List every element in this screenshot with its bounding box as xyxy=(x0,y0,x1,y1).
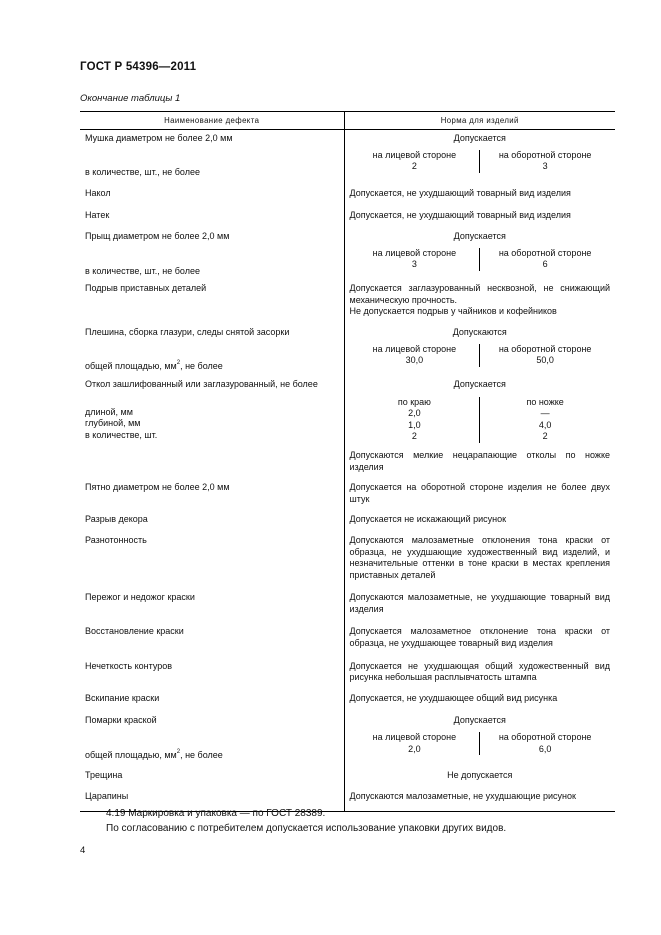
table-row xyxy=(80,511,615,532)
column-header-norm: Норма для изделий xyxy=(344,112,615,130)
defect-subline xyxy=(85,750,223,762)
split-value-right: 3 xyxy=(542,161,548,172)
table-row xyxy=(80,208,615,230)
defect-name: Восстановление краски xyxy=(85,626,184,637)
split-value-right: 50,0 xyxy=(536,355,554,366)
defect-name: Трещина xyxy=(85,770,123,781)
split-value-left: 2,0 xyxy=(408,743,421,754)
norm-text: Допускается, не ухудшающее общий вид рисунка xyxy=(349,692,558,703)
defect-subline xyxy=(85,361,223,373)
norm-text: Допускаются малозаметные, не ухудшающие рисунок xyxy=(349,791,576,802)
table-row xyxy=(80,479,615,511)
norm-text: Допускается xyxy=(453,133,506,143)
norm-text: Допускается xyxy=(453,231,506,242)
defect-name: Подрыв приставных деталей xyxy=(85,283,207,294)
defect-name: Царапины xyxy=(85,791,129,802)
table-row xyxy=(80,623,615,657)
norm-split xyxy=(350,344,611,367)
norm-split xyxy=(350,150,611,173)
split-value-left: 2 xyxy=(411,161,417,172)
norm-text: Допускаются малозаметные, не ухудшающие товарный вид изделия xyxy=(349,592,610,614)
table-header-row xyxy=(80,112,615,130)
subline-end: , не более xyxy=(180,361,223,372)
table-row xyxy=(80,182,615,208)
split-head-right: на оборотной стороне xyxy=(498,247,592,258)
table-row xyxy=(80,376,615,447)
defect-subline: в количестве, шт., не более xyxy=(85,265,200,276)
defect-name: Мушка диаметром не более 2,0 мм xyxy=(85,133,233,143)
norm-text: Допускается не искажающий рисунок xyxy=(349,514,507,525)
table-row xyxy=(80,589,615,623)
split-value-left: 3 xyxy=(411,259,417,270)
norm-text: Допускается не ухудшающая общий художественный вид рисунка небольшая расплывчатость штампа xyxy=(349,660,610,683)
defect-name: Прыщ диаметром не более 2,0 мм xyxy=(85,231,230,242)
norm-text-2: Не допускается подрыв у чайников и кофейников xyxy=(349,306,557,317)
table-row xyxy=(80,690,615,713)
column-header-defect: Наименование дефекта xyxy=(80,112,344,130)
subline-length: длиной, мм xyxy=(85,406,133,417)
page-number: 4 xyxy=(80,845,86,856)
norm-text: Не допускается xyxy=(447,770,513,781)
table-row xyxy=(80,764,615,788)
split-value-left: 1,0 xyxy=(408,419,421,430)
subline-count: в количестве, шт. xyxy=(85,429,158,440)
table-row xyxy=(80,658,615,690)
split-value-right: 4,0 xyxy=(538,419,552,430)
split-value-left: 2,0 xyxy=(408,408,421,419)
norm-text: Допускаются малозаметные отклонения тона краски от образца, не ухудшающие художественный вид изделий, и незначительные оттенки в тоне краски в местах крепления приставных деталей xyxy=(349,534,610,580)
defect-name: Пятно диаметром не более 2,0 мм xyxy=(85,482,230,493)
table-row xyxy=(80,712,615,764)
subline-sup: 2 xyxy=(176,360,181,367)
table-row xyxy=(80,229,615,280)
paragraph-4-19: 4.19 Маркировка и упаковка — по ГОСТ 28389. xyxy=(106,808,326,819)
defect-name: Откол зашлифованный или заглазурованный, не более xyxy=(85,378,318,389)
table-row xyxy=(80,447,615,479)
norm-text: Допускается на оборотной стороне изделия не более двух штук xyxy=(349,482,610,504)
table-row xyxy=(80,130,615,183)
norm-text: Допускается заглазурованный несквозной, не снижающий механическую прочность. xyxy=(349,283,610,305)
norm-text: Допускаются мелкие нецарапающие отколы по ножке изделия xyxy=(349,449,610,472)
norm-text: Допускается малозаметное отклонение тона краски от образца, не ухудшающее товарный вид изделия xyxy=(349,626,610,649)
subline-text: общей площадью, мм xyxy=(85,361,177,372)
norm-split xyxy=(350,397,611,443)
split-head-left: на лицевой стороне xyxy=(372,732,457,743)
norm-text: Допускается xyxy=(453,378,506,389)
defect-name: Накол xyxy=(85,188,111,198)
split-head-right: по ножке xyxy=(526,396,564,407)
paragraph-packaging: По согласованию с потребителем допускается использование упаковки других видов. xyxy=(106,823,507,834)
split-head-right: на оборотной стороне xyxy=(498,149,592,160)
split-head-right: на оборотной стороне xyxy=(498,732,592,743)
norm-text: Допускается, не ухудшающий товарный вид изделия xyxy=(349,209,571,220)
subline-end: , не более xyxy=(180,749,223,760)
split-value-left: 30,0 xyxy=(405,355,424,366)
document-header: ГОСТ Р 54396—2011 xyxy=(80,61,197,73)
split-value-left: 2 xyxy=(411,431,417,442)
defects-table xyxy=(80,111,615,812)
split-head-left: на лицевой стороне xyxy=(372,247,457,258)
norm-text: Допускается, не ухудшающий товарный вид изделия xyxy=(349,188,571,198)
defect-name: Разрыв декора xyxy=(85,514,148,525)
table-row xyxy=(80,324,615,376)
split-head-left: на лицевой стороне xyxy=(372,149,457,160)
table-row xyxy=(80,532,615,589)
defect-name: Натек xyxy=(85,209,110,220)
subline-depth: глубиной, мм xyxy=(85,418,141,429)
norm-split xyxy=(350,248,611,271)
split-head-left: по краю xyxy=(397,396,431,407)
split-value-right: — xyxy=(540,408,550,419)
defect-subline: в количестве, шт., не более xyxy=(85,167,200,178)
split-value-right: 6,0 xyxy=(538,743,552,754)
table-row xyxy=(80,280,615,324)
split-value-right: 6 xyxy=(542,259,548,270)
defect-name: Разнотонность xyxy=(85,534,147,545)
table-caption: Окончание таблицы 1 xyxy=(80,93,181,104)
defect-name: Плешина, сборка глазури, следы снятой засорки xyxy=(85,326,290,337)
norm-text: Допускается xyxy=(453,715,506,726)
defect-name: Пережог и недожог краски xyxy=(85,592,195,603)
defect-name: Вскипание краски xyxy=(85,692,160,703)
subline-sup: 2 xyxy=(176,748,181,755)
split-value-right: 2 xyxy=(542,431,548,442)
split-head-right: на оборотной стороне xyxy=(498,343,592,354)
defect-name: Помарки краской xyxy=(85,715,157,726)
split-head-left: на лицевой стороне xyxy=(372,343,457,354)
norm-text: Допускаются xyxy=(452,326,507,337)
defect-name: Нечеткость контуров xyxy=(85,660,173,671)
defect-sublines xyxy=(85,407,339,442)
norm-split xyxy=(350,732,611,755)
subline-text: общей площадью, мм xyxy=(85,749,177,760)
